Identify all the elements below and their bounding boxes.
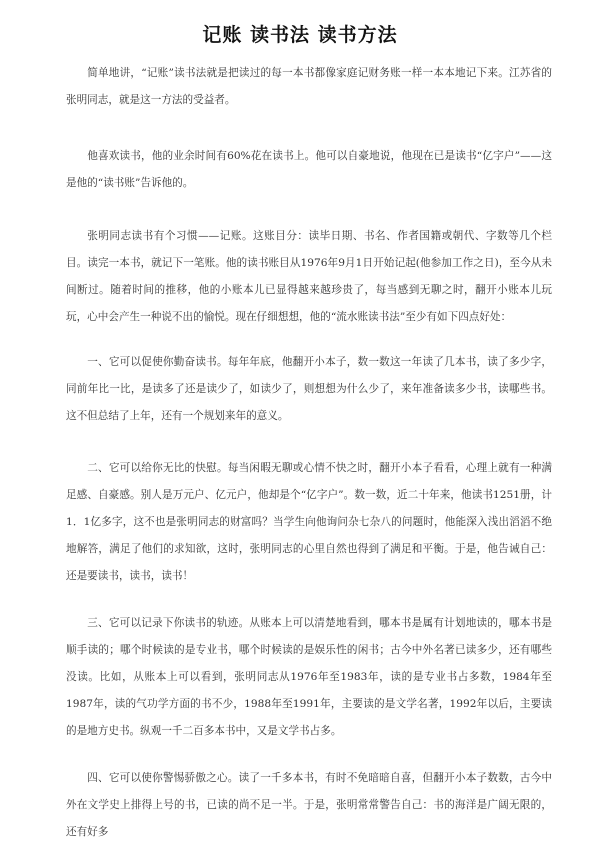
paragraph-reading-habit: 他喜欢读书，他的业余时间有60%花在读书上。他可以自豪地说，他现在已是读书“亿字户”——这是他的“读书账”告诉他的。 xyxy=(66,150,552,189)
paragraph-bookkeeping: 张明同志读书有个习惯——记账。这账目分：读毕日期、书名、作者国籍或朝代、字数等几个栏目。读完一本书，就记下一笔账。他的读书账目从1976年9月1日开始记起(他参加工作之日)，至今从未间断过。随着时间的推移，他的小账本儿已显得越来越珍贵了，每当感到无聊之时，翻开小账本儿玩玩，心中会产生一种说不出的愉悦。现在仔细想想，他的“流水账读书法”至少有如下四点好处： xyxy=(66,230,552,323)
paragraph-benefit-two: 二、它可以给你无比的快慰。每当闲暇无聊或心情不快之时，翻开小本子看看，心理上就有一种满足感、自豪感。别人是万元户、亿元户，他却是个“亿字户”。数一数，近二十年来，他读书1251册，计1．1亿多字，这不也是张明同志的财富吗？当学生向他询问杂七杂八的问题时，他能深入浅出滔滔不绝地解答，满足了他们的求知欲，这时，张明同志的心里自然也得到了满足和平衡。于是，他告诫自己：还是要读书，读书，读书！ xyxy=(66,462,552,582)
paragraph-benefit-three: 三、它可以记录下你读书的轨迹。从账本上可以清楚地看到，哪本书是属有计划地读的，哪本书是顺手读的；哪个时候读的是专业书，哪个时候读的是娱乐性的闲书；古今中外名著已读多少，还有哪些没读。比如，从账本上可以看到，张明同志从1976年至1983年，读的是专业书占多数，1984年至1987年，读的气功学方面的书不少，1988年至1991年，主要读的是文学名著，1992年以后，主要读的是地方史书。纵观一千二百多本书中，又是文学书占多。 xyxy=(66,617,552,737)
paragraph-benefit-four: 四、它可以使你警惕骄傲之心。读了一千多本书，有时不免暗暗自喜，但翻开小本子数数，古今中外在文学史上排得上号的书，已读的尚不足一半。于是，张明常常警告自己：书的海洋是广阔无限的，还有好多 xyxy=(66,772,552,838)
paragraph-benefit-one: 一、它可以促使你勤奋读书。每年年底，他翻开小本子，数一数这一年读了几本书，读了多少字，同前年比一比，是读多了还是读少了，如读少了，则想想为什么少了，来年准备读多少书，读哪些书。这不但总结了上年，还有一个规划来年的意义。 xyxy=(66,356,552,422)
document-title: 记账 读书法 读书方法 xyxy=(202,24,398,46)
paragraph-intro: 简单地讲，“记账”读书法就是把读过的每一本书都像家庭记财务账一样一本本地记下来。江苏省的张明同志，就是这一方法的受益者。 xyxy=(66,67,552,106)
